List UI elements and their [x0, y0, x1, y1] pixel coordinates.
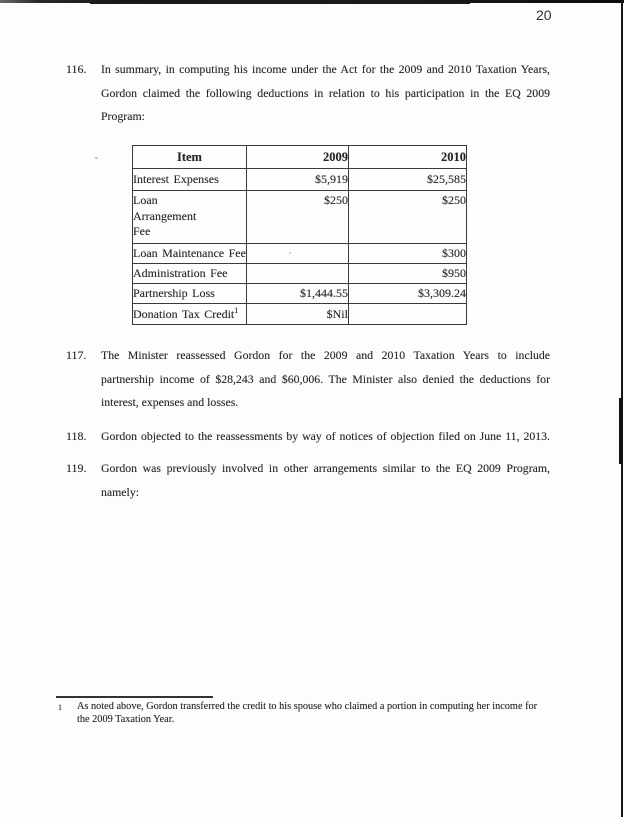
item-cell: Interest Expenses — [133, 169, 247, 191]
paragraph-text — [101, 425, 550, 449]
item-line: Fee — [133, 224, 151, 238]
value-2010-cell: $3,309.24 — [348, 284, 466, 304]
footnote-marker: 1 — [58, 703, 62, 712]
text-line: partnership income of $28,243 and $60,006. The Minister also denied the deductions for — [101, 371, 550, 386]
paragraph-number: 116. — [66, 62, 87, 76]
paragraph-text — [101, 344, 550, 415]
col-header-2010: 2010 — [348, 146, 466, 169]
paragraph-number: 118. — [66, 429, 87, 443]
table-header-row — [133, 146, 467, 169]
table-row-loan-arrangement-fee — [133, 191, 467, 244]
text-line: As noted above, Gordon transferred the credit to his spouse who claimed a portion in computing her income for — [77, 701, 538, 712]
table-row-donation-tax-credit — [133, 304, 467, 325]
text-line: Gordon was previously involved in other arrangements similar to the EQ 2009 Program, — [101, 461, 550, 475]
text-line: Gordon claimed the following deductions in relation to his participation in the EQ 2009 — [101, 85, 550, 100]
footnote — [56, 701, 596, 726]
paragraph-117 — [0, 344, 624, 415]
table-row-administration-fee — [133, 264, 467, 284]
item-cell: Loan Maintenance Fee — [133, 244, 247, 264]
paragraph-116 — [0, 58, 624, 129]
col-header-2009: 2009 — [246, 146, 348, 169]
paragraph-number: 117. — [66, 348, 87, 362]
value-2010-cell: $300 — [348, 244, 466, 264]
item-label: Donation Tax Credit — [133, 307, 235, 321]
item-cell — [133, 304, 247, 325]
paragraph-text — [101, 58, 550, 129]
item-line: Loan — [133, 193, 158, 207]
value-2009-cell — [246, 264, 348, 284]
text-line: the 2009 Taxation Year. — [77, 713, 175, 725]
paragraph-text — [101, 457, 550, 504]
table-row-interest-expenses — [133, 169, 467, 191]
footnote-reference: 1 — [234, 306, 239, 315]
value-2009-cell — [246, 244, 348, 264]
page-number: 20 — [536, 7, 552, 23]
table-row-loan-maintenance-fee — [133, 244, 467, 264]
paragraph-number: 119. — [66, 461, 87, 475]
item-cell: Administration Fee — [133, 264, 247, 284]
text-line: namely: — [101, 484, 140, 499]
scan-speck — [95, 157, 98, 159]
value-2009-cell: $Nil — [246, 304, 348, 325]
text-line: interest, expenses and losses. — [101, 395, 239, 409]
paragraph-118 — [0, 425, 624, 449]
text-line: Gordon objected to the reassessments by way of notices of objection filed on June 11, 2013. — [101, 429, 550, 443]
value-2009-cell: $250 — [246, 191, 348, 244]
text-line: The Minister reassessed Gordon for the 2009 and 2010 Taxation Years to include — [101, 348, 550, 362]
text-line: Program: — [101, 109, 145, 123]
text-line: In summary, in computing his income under the Act for the 2009 and 2010 Taxation Years, — [101, 62, 550, 76]
value-2009-cell: $1,444.55 — [246, 284, 348, 304]
footnote-text — [77, 701, 596, 726]
table-row-partnership-loss — [133, 284, 467, 304]
deductions-table — [132, 145, 467, 325]
col-header-item: Item — [133, 146, 247, 169]
value-2010-cell — [348, 304, 466, 325]
value-2010-cell: $25,585 — [348, 169, 466, 191]
item-line: Arrangement — [133, 208, 197, 223]
item-cell: Partnership Loss — [133, 284, 247, 304]
footnote-separator — [56, 696, 213, 698]
value-2009-cell: $5,919 — [246, 169, 348, 191]
value-2010-cell: $950 — [348, 264, 466, 284]
item-cell — [133, 191, 247, 244]
scan-artifact-top-edge-thick — [90, 2, 470, 4]
value-2010-cell: $250 — [348, 191, 466, 244]
paragraph-119 — [0, 457, 624, 504]
